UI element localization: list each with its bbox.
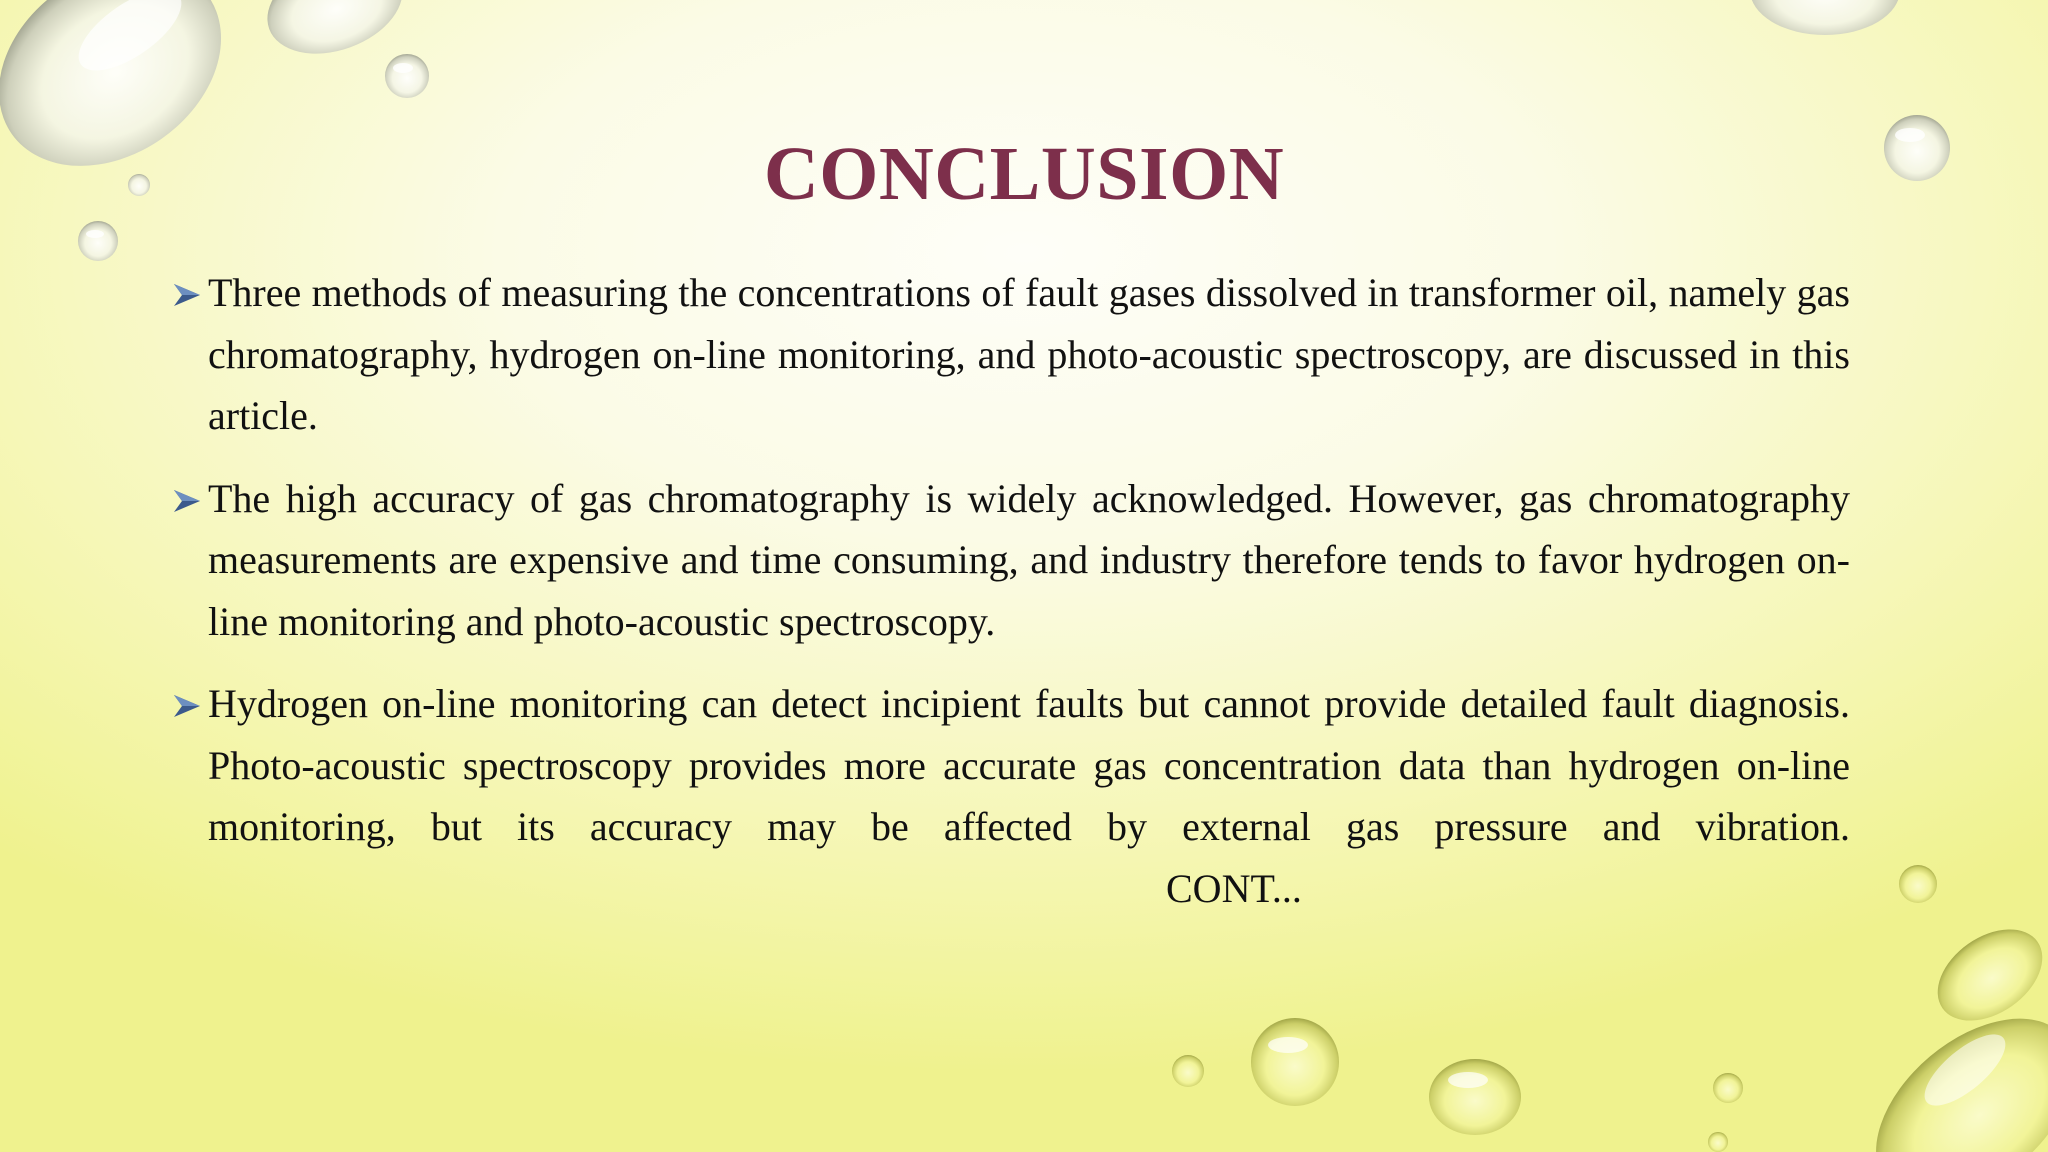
- bullet-item: [170, 262, 1850, 447]
- bullet-text: The high accuracy of gas chromatography is widely acknowledged. However, gas chromatography measurements are expensive and time consuming, and industry therefore tends to favor hydrogen on-line monitoring and photo-acoustic spectroscopy.: [208, 475, 1850, 644]
- droplet-bottom-tiny: [1172, 1055, 1204, 1087]
- bullet-item: [170, 673, 1850, 919]
- bullet-text: Three methods of measuring the concentrations of fault gases dissolved in transformer oil, namely gas chromatography, hydrogen on-line monitoring, and photo-acoustic spectroscopy, are discussed in this article.: [208, 270, 1850, 438]
- droplet-bottom-right-large: [1842, 911, 2048, 1152]
- droplet-bottom-small: [1708, 1073, 1743, 1152]
- droplet-right-2: [1899, 865, 1937, 903]
- droplet-bottom-center-2: [1429, 1059, 1521, 1135]
- bullet-list: [170, 262, 1850, 940]
- droplet-top-left-2: [254, 0, 416, 71]
- droplet-top-right: [1750, 0, 1900, 35]
- droplet-small-1: [385, 54, 429, 98]
- droplet-bottom-center: [1251, 1018, 1339, 1106]
- bullet-item: [170, 468, 1850, 653]
- arrowhead-bullet-icon: [172, 693, 202, 719]
- arrowhead-bullet-icon: [172, 282, 202, 308]
- continuation-label: CONT...: [1166, 865, 1302, 911]
- bullet-text-body: Hydrogen on-line monitoring can detect incipient faults but cannot provide detailed fault diagnosis. Photo-acoustic spectroscopy provides more accurate gas concentration data than hydrogen on-line monitoring, but its accuracy may be affected by external gas pressure and vibration.: [208, 681, 1850, 849]
- arrowhead-bullet-icon: [172, 488, 202, 514]
- slide-title: CONCLUSION: [763, 132, 1285, 216]
- droplet-small-3: [78, 221, 118, 261]
- bullet-text: [208, 673, 1850, 919]
